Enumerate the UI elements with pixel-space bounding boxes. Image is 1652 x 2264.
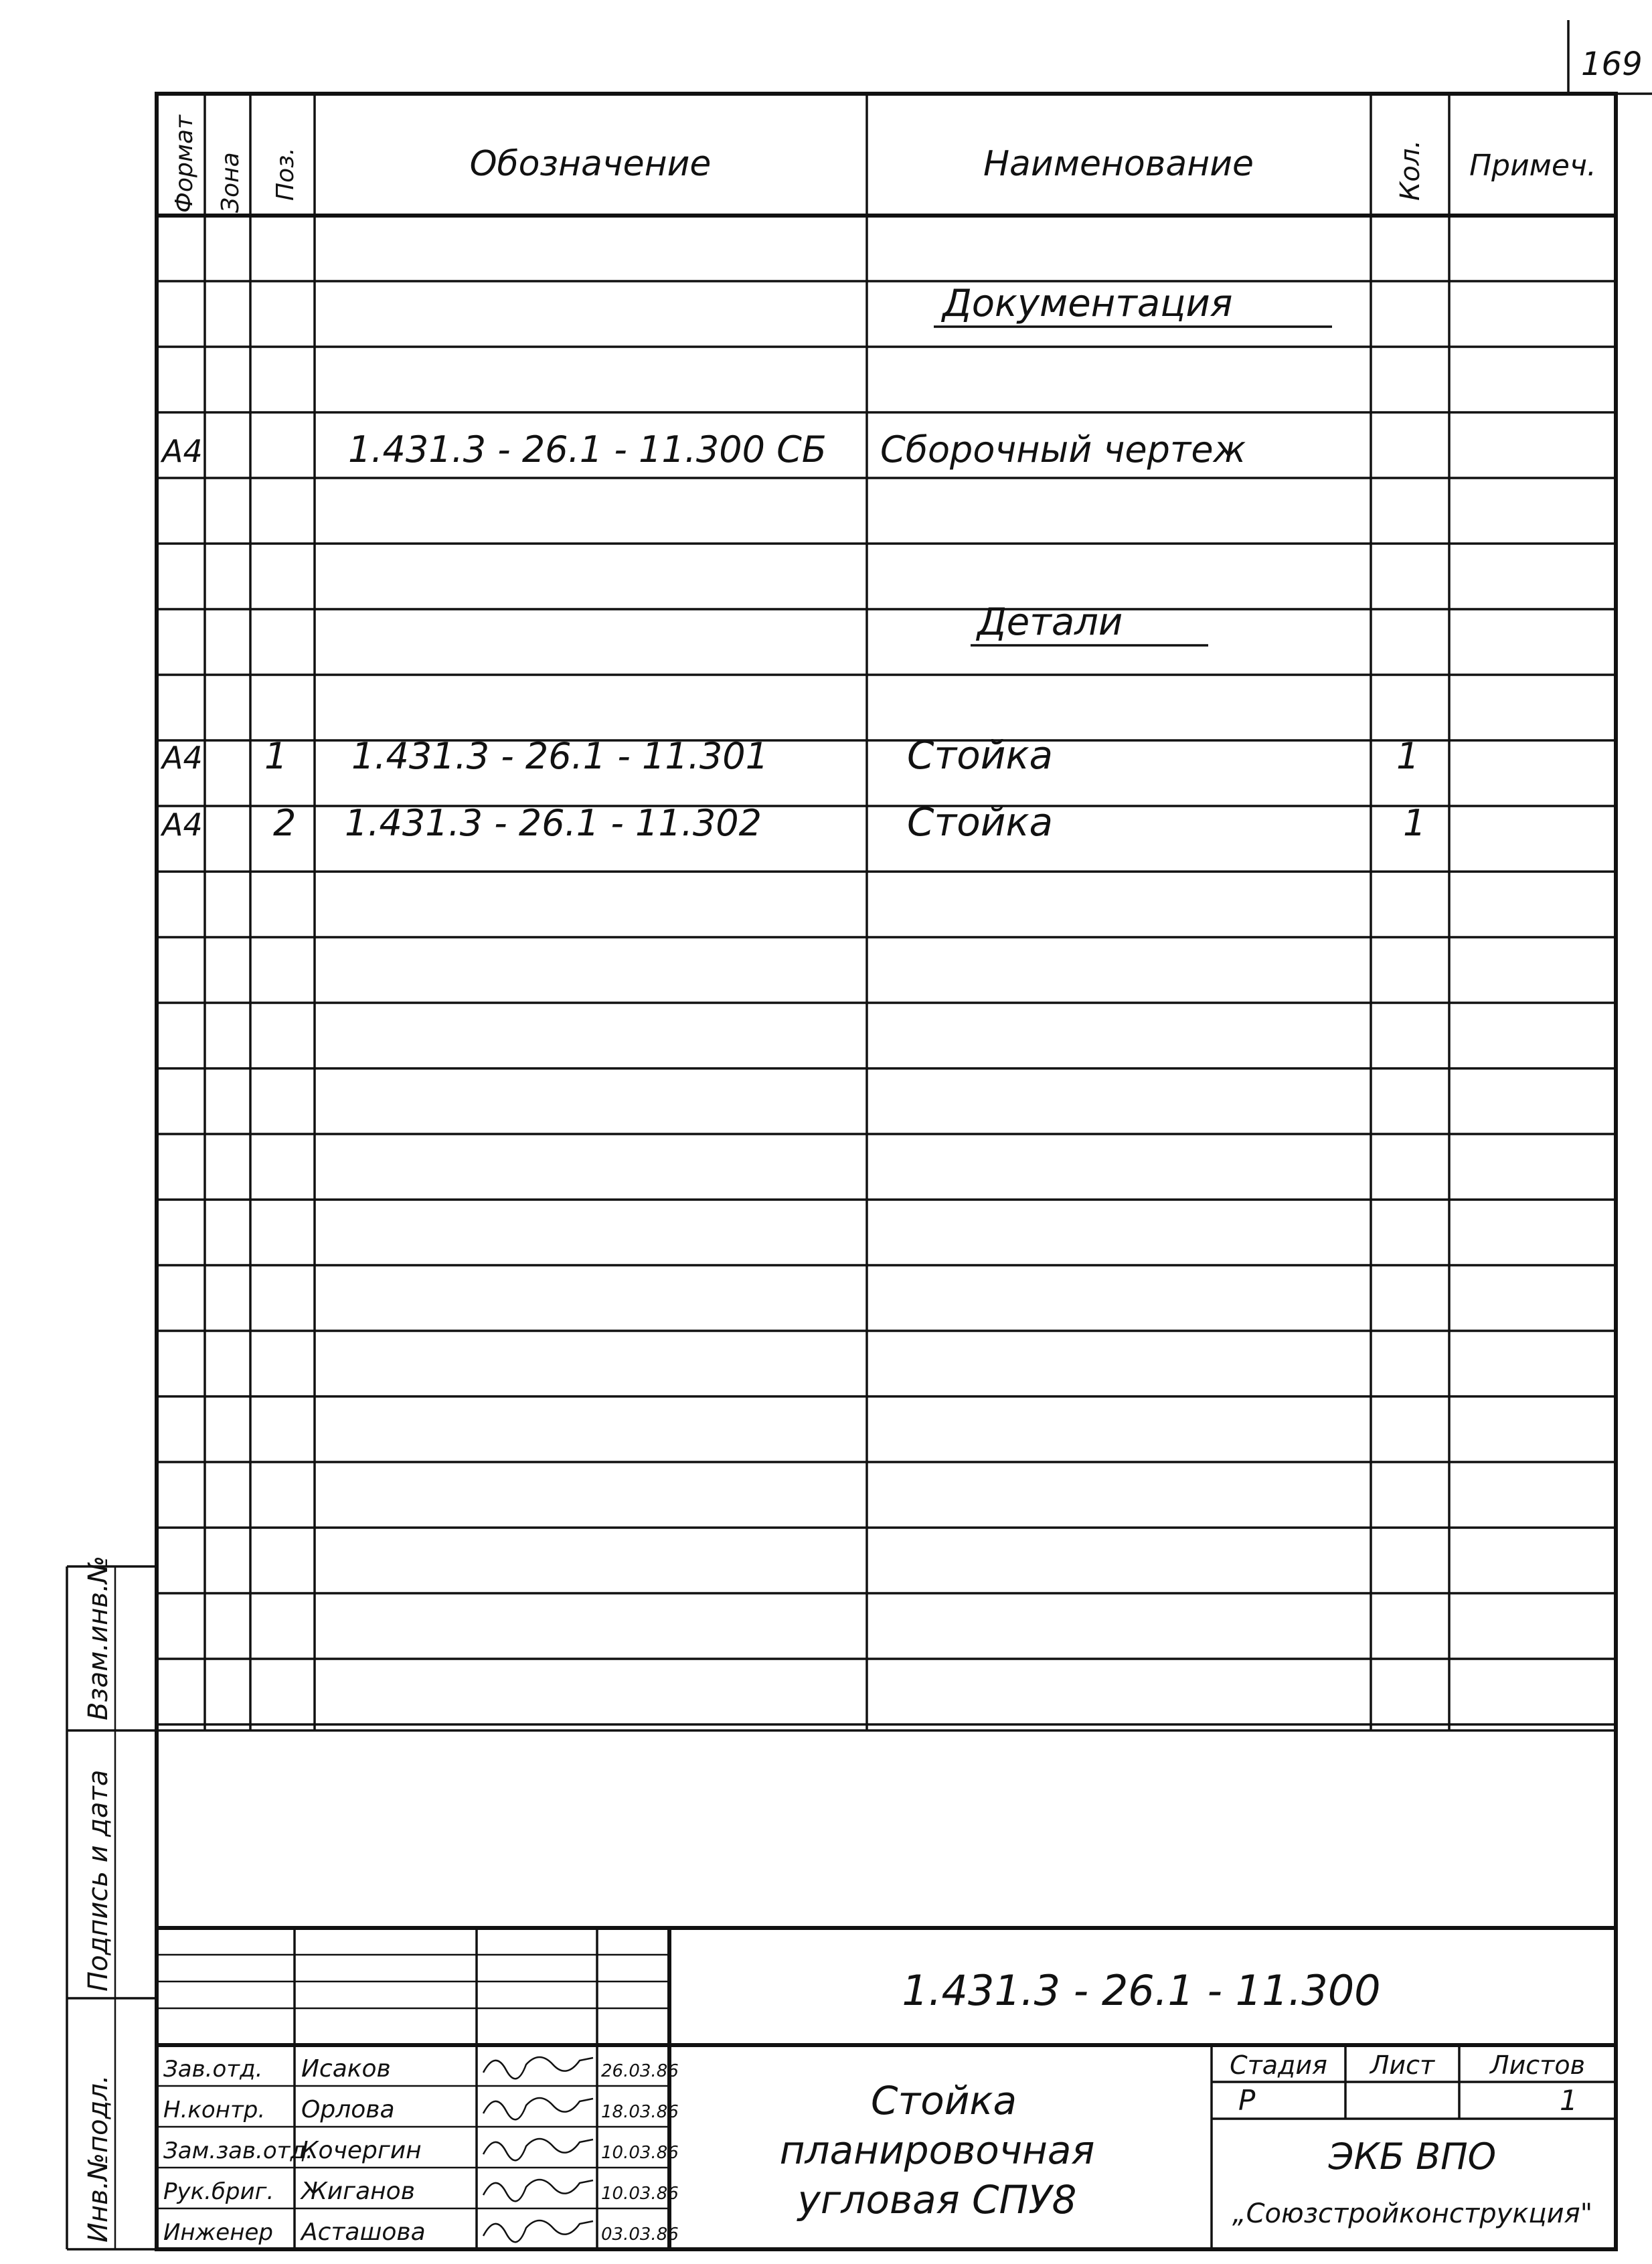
row-3-designation: 1.431.3 - 26.1 - 11.302 <box>345 802 762 844</box>
signature-scribble <box>483 2180 593 2201</box>
row-2-name: Стойка <box>907 732 1054 778</box>
signature-role: Зав.отд. <box>163 2056 263 2083</box>
signature-row <box>163 2178 679 2205</box>
signature-role: Н.контр. <box>163 2097 266 2123</box>
sheets-value: 1 <box>1560 2084 1578 2117</box>
signature-scribble <box>483 2057 593 2079</box>
doc-code: 1.431.3 - 26.1 - 11.300 <box>902 1966 1381 2015</box>
header-format: Формат <box>171 114 198 213</box>
section-parts: Детали <box>977 600 1123 644</box>
signature-scribble <box>483 2098 593 2119</box>
title-line-2: планировочная <box>779 2127 1095 2173</box>
signature-date: 26.03.86 <box>601 2061 679 2081</box>
signature-role: Зам.зав.отд. <box>163 2137 313 2164</box>
sheets-label: Листов <box>1490 2050 1585 2080</box>
row-1-format: А4 <box>162 433 203 469</box>
row-3-name: Стойка <box>907 799 1054 845</box>
inv-orig-label: Инв.№подл. <box>83 2075 114 2243</box>
signature-role: Инженер <box>163 2219 273 2246</box>
row-2-designation: 1.431.3 - 26.1 - 11.301 <box>351 735 768 777</box>
vzam-inv-label: Взам.инв.№ <box>83 1555 114 1720</box>
stage-label: Стадия <box>1230 2050 1327 2080</box>
signature-scribble <box>483 2139 593 2160</box>
signature-name: Асташова <box>301 2218 426 2246</box>
header-zone: Зона <box>217 152 244 213</box>
sheet-label: Лист <box>1370 2050 1435 2080</box>
signature-scribble <box>483 2220 593 2242</box>
row-3-pos: 2 <box>273 802 297 844</box>
title-line-1: Стойка <box>870 2078 1017 2123</box>
page-number: 169 <box>1581 46 1643 83</box>
signature-date: 18.03.86 <box>601 2102 679 2122</box>
header-pos: Поз. <box>272 147 299 201</box>
spec-row <box>160 428 1246 471</box>
signature-row <box>163 2096 679 2123</box>
stage-value: Р <box>1238 2084 1256 2117</box>
signature-table <box>163 2055 679 2246</box>
header-note: Примеч. <box>1469 149 1596 183</box>
spec-table-grid <box>157 94 1616 1730</box>
row-2-qty: 1 <box>1396 735 1420 777</box>
signature-name: Исаков <box>301 2055 391 2083</box>
signature-name: Кочергин <box>301 2137 422 2164</box>
org-line-1: ЭКБ ВПО <box>1328 2135 1497 2178</box>
header-name: Наименование <box>983 144 1254 184</box>
spec-row <box>160 732 1419 778</box>
signature-role: Рук.бриг. <box>163 2178 274 2205</box>
row-2-format: А4 <box>162 740 203 776</box>
row-3-qty: 1 <box>1403 802 1426 844</box>
signature-row <box>163 2218 679 2246</box>
signature-row <box>163 2137 679 2164</box>
title-line-3: угловая СПУ8 <box>797 2177 1077 2222</box>
row-2-pos: 1 <box>264 735 288 777</box>
row-3-format: А4 <box>162 807 203 843</box>
row-1-name: Сборочный чертеж <box>880 428 1246 471</box>
signature-date: 10.03.86 <box>601 2184 679 2204</box>
signature-row <box>163 2055 679 2083</box>
row-1-designation: 1.431.3 - 26.1 - 11.300 СБ <box>348 428 827 471</box>
signature-date: 03.03.86 <box>601 2225 679 2245</box>
header-qty: Кол. <box>1395 139 1426 201</box>
signature-name: Жиганов <box>301 2178 415 2205</box>
header-designation: Обозначение <box>469 144 712 184</box>
section-documentation: Документация <box>942 282 1233 325</box>
org-line-2: „Союзстройконструкция" <box>1232 2198 1593 2229</box>
sign-date-label: Подпись и дата <box>83 1769 114 1992</box>
signature-name: Орлова <box>301 2096 395 2123</box>
signature-date: 10.03.86 <box>601 2143 679 2163</box>
